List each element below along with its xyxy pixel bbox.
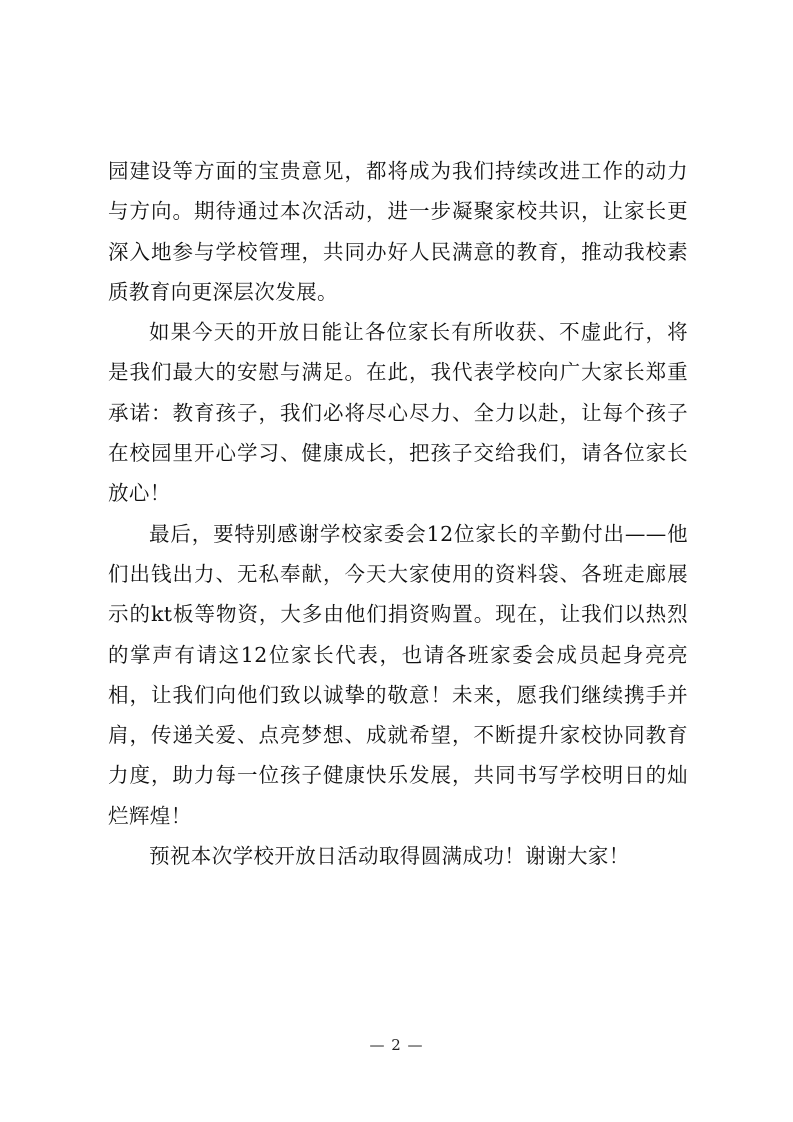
paragraph-thanks-committee: 最后，要特别感谢学校家委会12位家长的辛勤付出——他们出钱出力、无私奉献，今天大家使用的资料袋、各班走廊展示的kt板等物资，大多由他们捐资购置。现在，让我们以热烈的掌声有请这12位家长代表，也请各班家委会成员起身亮亮相，让我们向他们致以诚挚的敬意！未来，愿我们继续携手并肩，传递关爱、点亮梦想、成就希望，不断提升家校协同教育力度，助力每一位孩子健康快乐发展，共同书写学校明日的灿烂辉煌！ <box>108 521 688 828</box>
paragraph-closing-wish: 预祝本次学校开放日活动取得圆满成功！谢谢大家！ <box>149 844 630 869</box>
paragraph-open-day-promise: 如果今天的开放日能让各位家长有所收获、不虚此行，将是我们最大的安慰与满足。在此，我代表学校向广大家长郑重承诺：教育孩子，我们必将尽心尽力、全力以赴，让每个孩子在校园里开心学习、健康成长，把孩子交给我们，请各位家长放心！ <box>108 320 688 506</box>
page-number: — 2 — <box>369 1036 424 1054</box>
paragraph-continuation: 园建设等方面的宝贵意见，都将成为我们持续改进工作的动力与方向。期待通过本次活动，进一步凝聚家校共识，让家长更深入地参与学校管理，共同办好人民满意的教育，推动我校素质教育向更深层次发展。 <box>108 159 688 304</box>
document-body <box>108 151 688 876</box>
